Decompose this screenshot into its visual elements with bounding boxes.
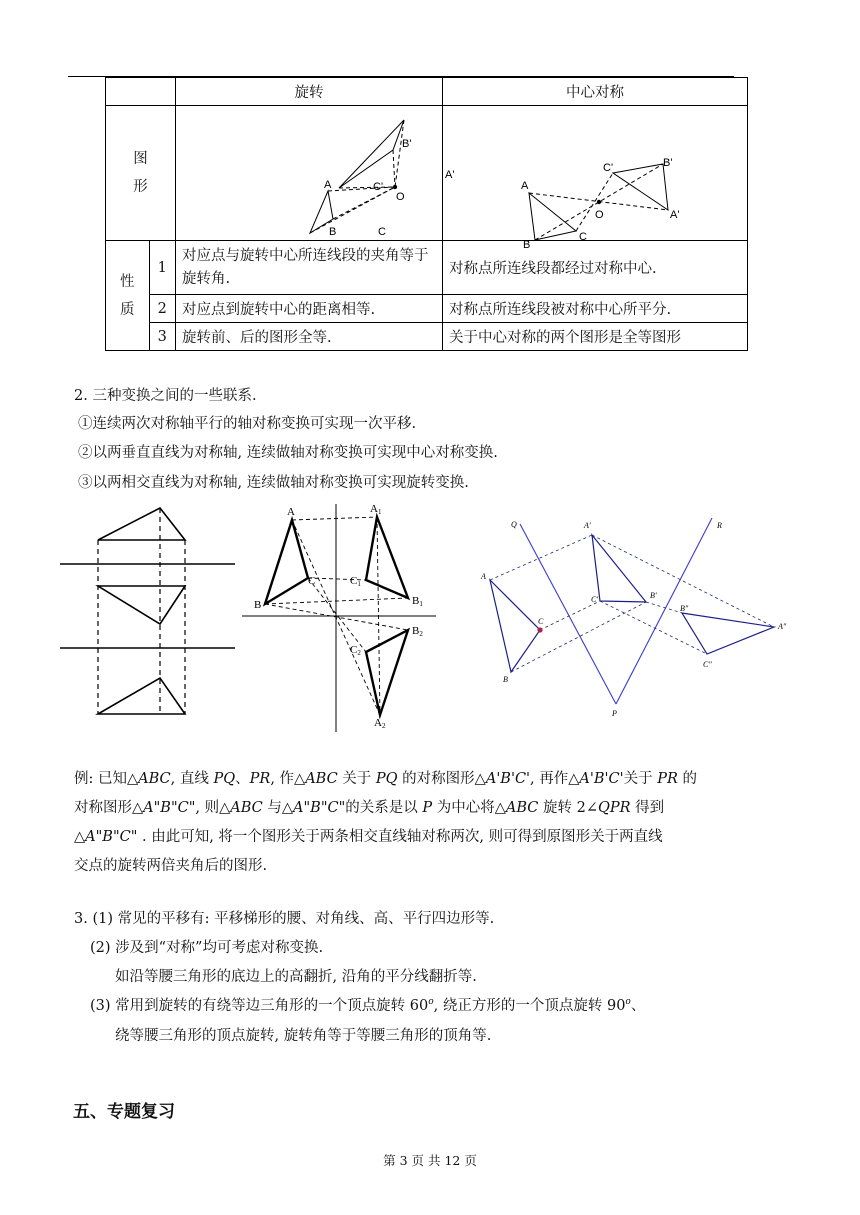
fig2-label-a2: A2 (374, 717, 386, 730)
symmetry-diagram (443, 106, 747, 251)
rotation-figure-cell (175, 106, 455, 241)
fig3-label-b1: B′ (650, 591, 657, 600)
fig3-label-q: Q (511, 520, 517, 529)
section-heading: 五、专题复习 (73, 1102, 175, 1122)
rot-label-c1: C' (372, 181, 384, 193)
fig3-label-c2: C″ (703, 660, 712, 669)
rotation-composition-diagram (474, 510, 804, 720)
rot-label-c: C (377, 226, 386, 238)
page-footer: 第 3 页 共 12 页 (383, 1153, 477, 1168)
rot-label-b: B (328, 226, 337, 238)
fig3-label-c: C (538, 617, 544, 626)
fig2-label-c2: C2 (350, 644, 361, 657)
rotation-diagram (176, 106, 455, 238)
sym-label-o: O (594, 209, 604, 221)
properties-table (105, 77, 748, 351)
section2-item-3: ③以两相交直线为对称轴, 连续做轴对称变换可实现旋转变换. (78, 475, 469, 491)
fig2-label-a: A (287, 506, 295, 518)
header-rotation: 旋转 (175, 78, 442, 106)
fig3-label-r: R (717, 521, 722, 530)
fig3-label-b: B (503, 675, 508, 684)
table-figure-row (106, 106, 748, 241)
sym-label-a1: A' (669, 209, 680, 221)
example-line-2: 对称图形△A"B"C", 则△ABC 与△A"B"C"的关系是以 P 为中心将△ABC 旋转 2∠QPR 得到 (74, 800, 665, 816)
section2-title: 2. 三种变换之间的一些联系. (74, 388, 257, 404)
fig2-label-b: B (254, 599, 262, 611)
table-row: 性 质 1 对应点与旋转中心所连线段的夹角等于旋转角. 对称点所连线段都经过对称中心. (106, 241, 748, 295)
rot-label-o: O (395, 191, 405, 203)
fig3-label-a1: A′ (584, 521, 591, 530)
fig2-label-c: C (308, 575, 316, 587)
section3-line-1: 3. (1) 常见的平移有: 平移梯形的腰、对角线、高、平行四边形等. (74, 911, 495, 927)
sym-label-a: A (520, 180, 529, 192)
fig2-label-b1: B1 (412, 595, 423, 608)
section3-line-2: (2) 涉及到“对称”均可考虑对称变换. (90, 940, 324, 956)
fig3-label-c1: C′ (591, 595, 599, 604)
fig2-label-c1: C1 (350, 575, 361, 588)
symmetry-figure-cell (442, 106, 747, 251)
rot-label-b1: B' (401, 138, 412, 150)
central-symmetry-diagram (240, 500, 440, 732)
fig3-label-a: A (481, 572, 486, 581)
example-line-3: △A"B"C" . 由此可知, 将一个图形关于两条相交直线轴对称两次, 则可得到原图形关于两直线 (74, 829, 663, 845)
figure-label: 图 形 (106, 106, 176, 241)
table-row: 3 旋转前、后的图形全等. 关于中心对称的两个图形是全等图形 (106, 323, 748, 351)
translation-diagram (60, 500, 235, 720)
fig3-label-p: P (612, 709, 617, 718)
rot-label-a: A (323, 179, 332, 191)
sym-label-c: C (578, 231, 587, 243)
fig3-label-b2: B″ (680, 604, 689, 613)
section2-item-1: ①连续两次对称轴平行的轴对称变换可实现一次平移. (78, 416, 417, 432)
fig2-label-a1: A1 (370, 503, 382, 516)
fig2-label-b2: B2 (412, 625, 423, 638)
rot-label-a1: A' (444, 169, 455, 181)
example-line-1: 例: 已知△ABC, 直线 PQ、PR, 作△ABC 关于 PQ 的对称图形△A'B'C', 再作△A'B'C'关于 PR 的 (74, 771, 697, 787)
section3-line-3: 如沿等腰三角形的底边上的高翻折, 沿角的平分线翻折等. (115, 969, 477, 985)
section2-item-2: ②以两垂直直线为对称轴, 连续做轴对称变换可实现中心对称变换. (78, 445, 498, 461)
example-line-4: 交点的旋转两倍夹角后的图形. (74, 858, 268, 874)
section3-line-4: (3) 常用到旋转的有绕等边三角形的一个顶点旋转 60$^o$, 绕正方形的一个顶点旋转 90$^o$、 (90, 997, 646, 1014)
header-symmetry: 中心对称 (442, 78, 747, 106)
fig3-label-a2: A″ (778, 622, 787, 631)
property-label: 性 质 (106, 241, 150, 351)
table-row: 2 对应点到旋转中心的距离相等. 对称点所连线段被对称中心所平分. (106, 295, 748, 323)
sym-label-b1: B' (662, 157, 673, 169)
table-header-row (106, 78, 748, 106)
section3-line-5: 绕等腰三角形的顶点旋转, 旋转角等于等腰三角形的顶角等. (115, 1028, 492, 1044)
sym-label-c1: C' (602, 162, 614, 174)
sym-label-b: B (522, 239, 531, 251)
